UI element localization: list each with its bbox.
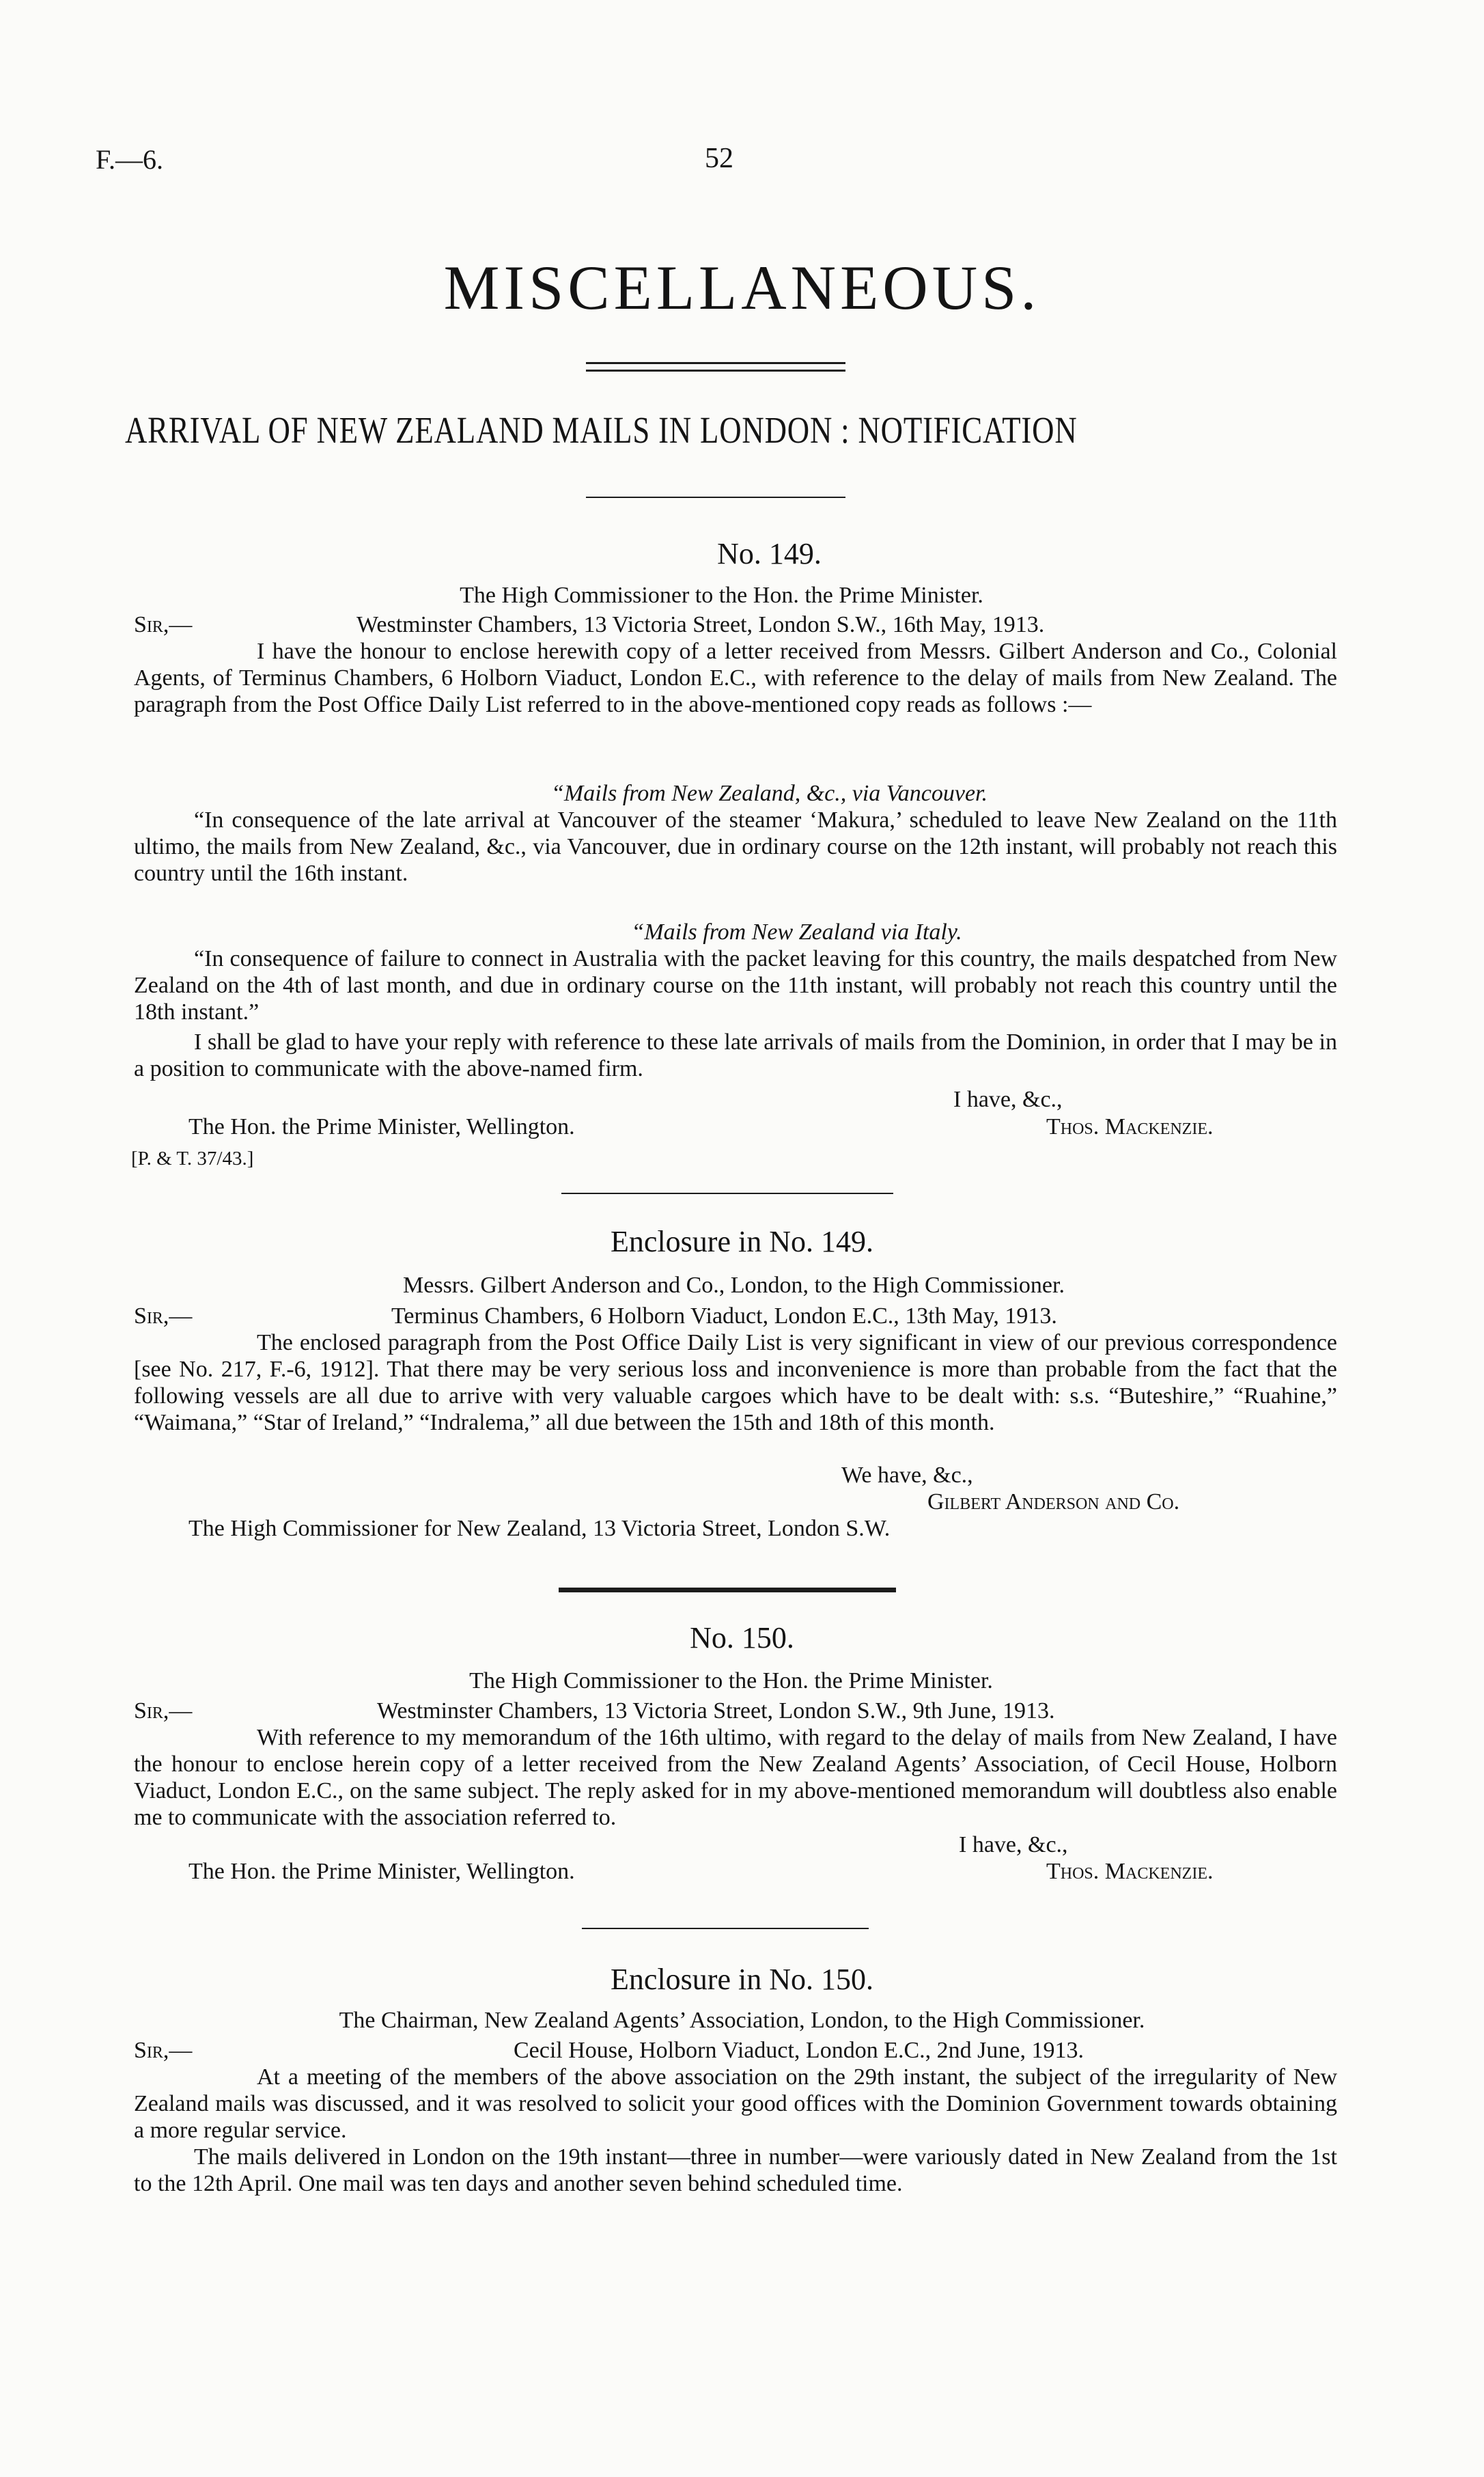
- encl150-paragraph-2: The mails delivered in London on the 19th instant—three in number—were variously dated in New Zealand from the 1st to the 12th April. One mail was ten days and another seven behind scheduled time.: [134, 2144, 1337, 2196]
- no149-paragraph-2: I shall be glad to have your reply with reference to these late arrivals of mails from the Dominion, in order that I may be in a position to communicate with the above-named firm.: [134, 1029, 1337, 1081]
- encl149-salutation: Sir,—: [134, 1303, 193, 1329]
- encl149-thick-rule: [559, 1588, 896, 1592]
- no149-quote1-title: “Mails from New Zealand, &c., via Vancouver.: [550, 781, 988, 806]
- no149-heading: No. 149.: [717, 537, 822, 570]
- no149-signature: Thos. Mackenzie.: [1046, 1114, 1214, 1139]
- no150-closing: I have, &c.,: [953, 1831, 1068, 1858]
- no150-address: Westminster Chambers, 13 Victoria Street, London S.W., 9th June, 1913.: [377, 1698, 1055, 1724]
- title-rule-bottom: [586, 370, 845, 372]
- page-title: MISCELLANEOUS.: [443, 253, 1041, 322]
- encl150-heading: Enclosure in No. 150.: [611, 1963, 873, 1996]
- encl150-from-to: The Chairman, New Zealand Agents’ Association, London, to the High Commissioner.: [339, 2008, 1145, 2033]
- no149-quote1: “In consequence of the late arrival at Vancouver of the steamer ‘Makura,’ scheduled to leave New Zealand on the 11th ultimo, the mails from New Zealand, &c., via Vancouver, due in ordinary course on the 12th instant, will probably not reach this country until the 16th instant.: [134, 807, 1337, 886]
- encl149-signature: Gilbert Anderson and Co.: [927, 1489, 1180, 1514]
- no150-salutation: Sir,—: [134, 1698, 193, 1724]
- no149-paragraph-1: I have the honour to enclose herewith copy of a letter received from Messrs. Gilbert Anderson and Co., Colonial Agents, of Terminus Chambers, 6 Holborn Viaduct, London E.C., with reference to the delay of mails from New Zealand. The paragraph from the Post Office Daily List referred to in the above-mentioned copy reads as follows :—: [134, 639, 1337, 717]
- no149-from-to: The High Commissioner to the Hon. the Prime Minister.: [460, 583, 983, 608]
- encl149-from-to: Messrs. Gilbert Anderson and Co., London, to the High Commissioner.: [403, 1273, 1065, 1298]
- no149-quote2-title: “Mails from New Zealand via Italy.: [631, 919, 962, 945]
- no149-closing: I have, &c.,: [953, 1087, 1063, 1112]
- no149-file-reference: [P. & T. 37/43.]: [131, 1148, 254, 1170]
- no150-addressee: The Hon. the Prime Minister, Wellington.: [188, 1859, 575, 1884]
- encl150-address: Cecil House, Holborn Viaduct, London E.C., 2nd June, 1913.: [514, 2038, 1084, 2063]
- no150-heading: No. 150.: [690, 1621, 794, 1655]
- no149-salutation: Sir,—: [134, 612, 193, 637]
- title-rule-top: [586, 362, 845, 364]
- document-reference: F.—6.: [96, 144, 164, 175]
- encl149-heading: Enclosure in No. 149.: [611, 1225, 873, 1258]
- no150-rule: [582, 1928, 869, 1929]
- page-number: 52: [705, 143, 733, 174]
- encl149-address: Terminus Chambers, 6 Holborn Viaduct, London E.C., 13th May, 1913.: [391, 1303, 1057, 1329]
- section-subtitle: ARRIVAL OF NEW ZEALAND MAILS IN LONDON : NOTIFICATION: [125, 409, 1078, 451]
- encl149-paragraph-1: The enclosed paragraph from the Post Office Daily List is very significant in view of our previous correspondence [see No. 217, F.-6, 1912]. That there may be very serious loss and inconvenience is more than probable from the fact that the following vessels are all due to arrive with very valuable cargoes which have to be dealt with: s.s. “Buteshire,” “Ruahine,” “Waimana,” “Star of Ireland,” “Indralema,” all due between the 15th and 18th of this month.: [134, 1330, 1337, 1435]
- encl150-salutation: Sir,—: [134, 2038, 193, 2063]
- no150-paragraph-1: With reference to my memorandum of the 16th ultimo, with regard to the delay of mails from New Zealand, I have the honour to enclose herein copy of a letter received from the New Zealand Agents’ Association, of Cecil House, Holborn Viaduct, London E.C., on the same subject. The reply asked for in my above-mentioned memorandum will doubtless also enable me to communicate with the association referred to.: [134, 1725, 1337, 1830]
- no149-address: Westminster Chambers, 13 Victoria Street, London S.W., 16th May, 1913.: [356, 612, 1045, 637]
- subtitle-rule: [586, 497, 845, 498]
- no149-addressee: The Hon. the Prime Minister, Wellington.: [188, 1114, 575, 1139]
- encl150-paragraph-1: At a meeting of the members of the above association on the 29th instant, the subject of the irregularity of New Zealand mails was discussed, and it was resolved to solicit your good offices with the Dominion Government towards obtaining a more regular service.: [134, 2064, 1337, 2143]
- encl149-closing: We have, &c.,: [841, 1463, 973, 1488]
- no149-quote2: “In consequence of failure to connect in Australia with the packet leaving for this country, the mails despatched from New Zealand on the 4th of last month, and due in ordinary course on the 11th instant, will probably not reach this country until the 18th instant.”: [134, 946, 1337, 1025]
- encl149-addressee: The High Commissioner for New Zealand, 13 Victoria Street, London S.W.: [188, 1516, 891, 1541]
- no150-signature: Thos. Mackenzie.: [1046, 1859, 1214, 1884]
- no150-from-to: The High Commissioner to the Hon. the Prime Minister.: [469, 1668, 993, 1693]
- no149-rule: [561, 1193, 893, 1194]
